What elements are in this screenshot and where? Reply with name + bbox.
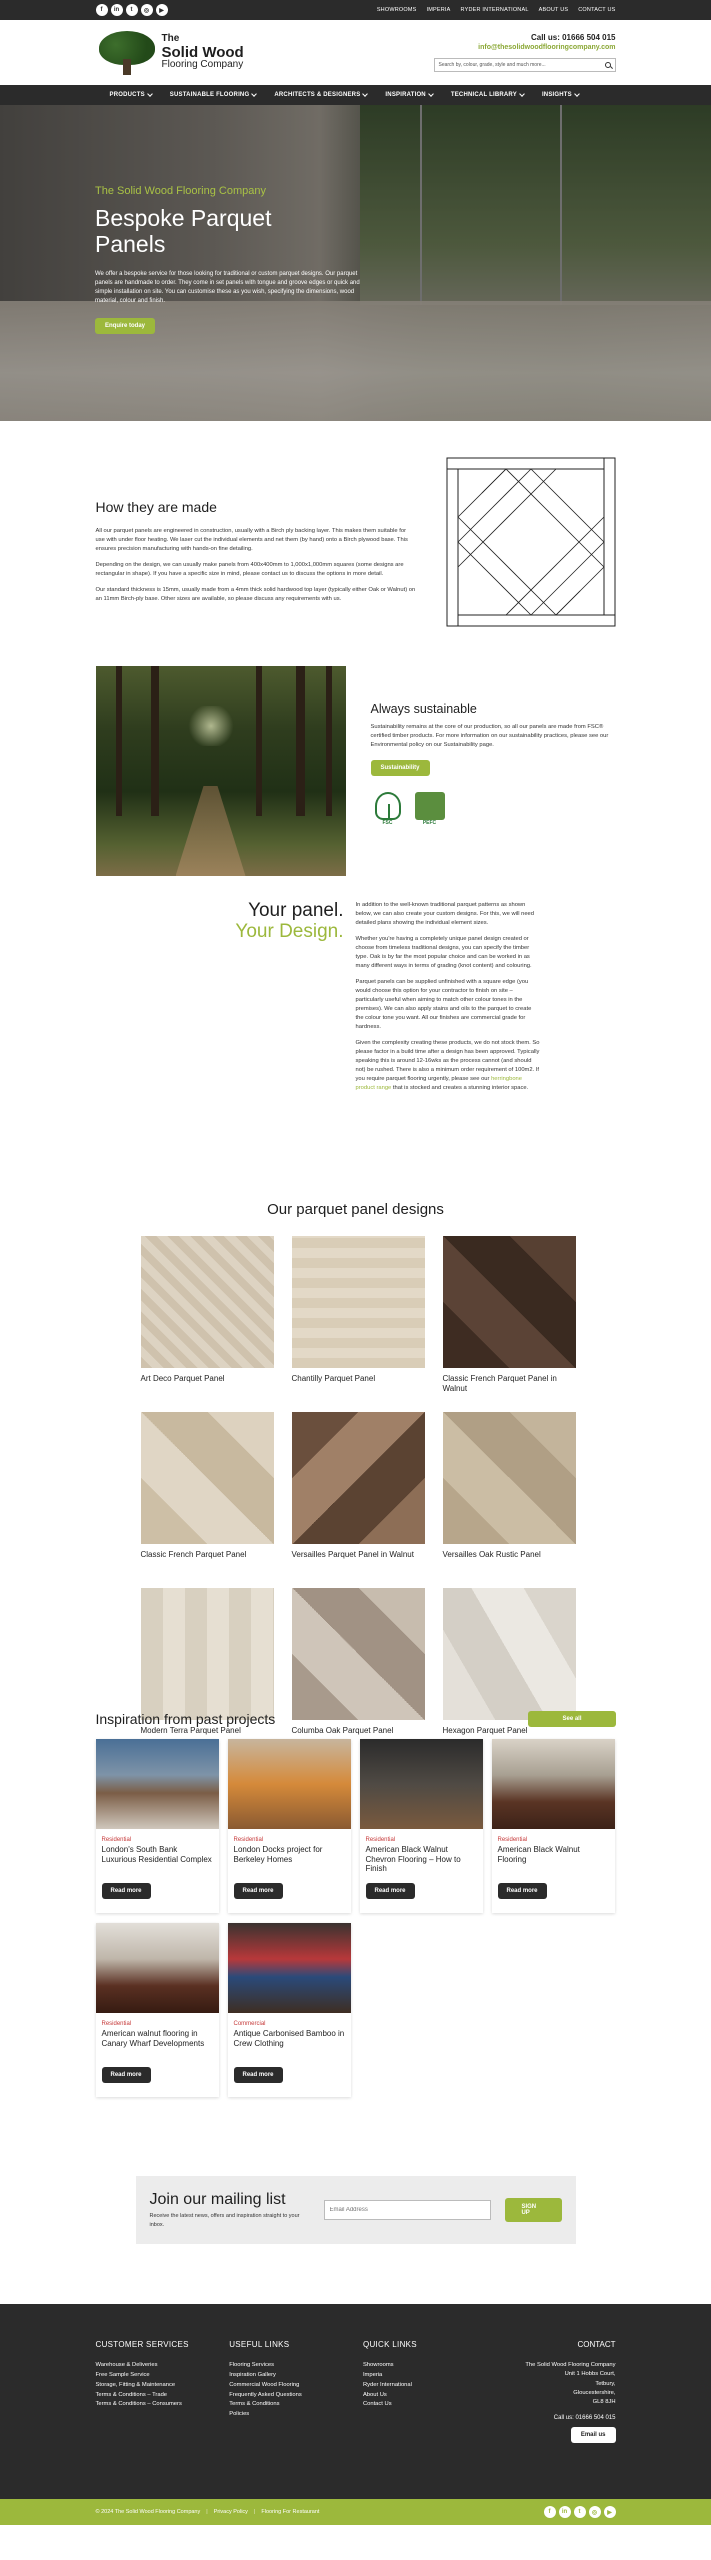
bottom-bar: © 2024 The Solid Wood Flooring Company | Privacy Policy | Flooring For Restaurant f in t ◎ ▶ (0, 2499, 711, 2525)
mailing-section (0, 2176, 711, 2304)
footer-useful-title: USEFUL LINKS (229, 2340, 290, 2349)
nav-item-inspiration[interactable] (385, 92, 432, 98)
footer-quick-title: QUICK LINKS (362, 2340, 417, 2349)
chevron-down-icon (363, 91, 369, 97)
design-image[interactable] (443, 1412, 576, 1544)
project-image[interactable] (360, 1739, 483, 1829)
main-nav (0, 85, 711, 105)
footer-useful-links (229, 2340, 363, 2443)
nav-item-label: INSPIRATION (385, 92, 426, 98)
top-link-showrooms[interactable]: SHOWROOMS (376, 7, 417, 13)
panel-p3: Parquet panels can be supplied unfinished with a square edge (you would choose this option for your contractor to finish on site – particularly useful when aiming to match other colour tones in the premises). We can also apply stains and oils to the parquet to create the colour tone you want. All our finishes are commercial grade for hardness. (355, 978, 532, 1030)
project-card (228, 1739, 351, 1913)
see-all-button[interactable]: See all (528, 1711, 615, 1727)
footer-link[interactable]: Terms & Conditions (229, 2401, 280, 2408)
project-card-body (360, 1829, 483, 1907)
project-category: Commercial (233, 2021, 266, 2027)
design-card[interactable] (292, 1412, 425, 1588)
read-more-button[interactable]: Read more (234, 1883, 283, 1899)
header-phone[interactable]: Call us: 01666 504 015 (530, 33, 616, 42)
design-name[interactable]: Hexagon Parquet Panel (442, 1726, 528, 1735)
your-panel-heading: Your panel. (248, 900, 344, 921)
footer-quick-links (363, 2340, 497, 2443)
footer-link[interactable]: Imperia (362, 2371, 383, 2378)
fsc-tree-icon (375, 792, 401, 820)
panel-p1: In addition to the well-known traditional parquet patterns as shown below, we can also create your custom designs. For this, we will need detailed plans showing the individual element sizes. (355, 902, 535, 926)
youtube-icon[interactable]: ▶ (604, 2506, 616, 2518)
project-card (360, 1739, 483, 1913)
footer-link[interactable]: Contact Us (362, 2401, 392, 2408)
search-input[interactable] (434, 58, 616, 72)
footer-address-line: GL8 8JH (592, 2399, 616, 2406)
inspiration-section (0, 1711, 711, 2176)
nav-item-label: INSIGHTS (541, 92, 572, 98)
mailing-box (136, 2176, 576, 2244)
design-image[interactable] (141, 1412, 274, 1544)
nav-item-label: PRODUCTS (109, 92, 145, 98)
hero-title-line-2: Panels (95, 231, 166, 258)
top-link-imperia[interactable]: IMPERIA (426, 7, 451, 13)
design-image[interactable] (443, 1588, 576, 1720)
design-image[interactable] (292, 1236, 425, 1368)
nav-item-products[interactable] (110, 92, 152, 98)
how-made-title: How they are made (95, 499, 217, 515)
sustainability-button[interactable]: Sustainability (371, 760, 430, 776)
logo-line-2: Solid Wood (161, 43, 244, 61)
design-name[interactable]: Art Deco Parquet Panel (140, 1374, 225, 1383)
how-made-p3: Our standard thickness is 15mm, usually made from a 4mm thick solid hardwood top layer (typically either Oak or Walnut) on an 11mm Birch-ply base. Other sizes are available, so please discuss any requirements with us. (95, 586, 416, 602)
email-field[interactable] (324, 2200, 492, 2220)
instagram-icon[interactable]: ◎ (589, 2506, 601, 2518)
fsc-logo (371, 786, 405, 826)
chevron-down-icon (428, 91, 434, 97)
copyright: © 2024 The Solid Wood Flooring Company (95, 2509, 201, 2515)
your-design-heading: Your Design. (235, 920, 344, 942)
footer-link[interactable]: Commercial Wood Flooring (229, 2381, 300, 2388)
project-image[interactable] (492, 1739, 615, 1829)
sign-up-button[interactable]: SIGN UP (505, 2198, 561, 2222)
footer-customer-title: CUSTOMER SERVICES (95, 2340, 189, 2349)
linkedin-icon[interactable]: in (111, 4, 123, 16)
how-made-p1: All our parquet panels are engineered in construction, usually with a Birch ply backing layer. This makes them suitable for use with under floor heating. We laser cut the individual elements and net them (by hand) onto a Birch plywood base. This ensures precision manufacturing with hands-on fine detailing. (95, 528, 408, 552)
project-category: Residential (365, 1837, 396, 1843)
nav-item-label: SUSTAINABLE FLOORING (169, 92, 250, 98)
project-title[interactable]: American Black Walnut Flooring (497, 1845, 580, 1864)
nav-item-architects-designers[interactable] (274, 92, 367, 98)
footer-link[interactable]: Policies (229, 2411, 250, 2418)
design-card[interactable] (443, 1412, 576, 1588)
footer-link[interactable]: About Us (362, 2391, 387, 2398)
chevron-down-icon (147, 91, 153, 97)
footer-link[interactable]: Ryder International (362, 2381, 412, 2388)
inspiration-grid (96, 1739, 616, 2097)
enquire-button[interactable]: Enquire today (95, 318, 155, 334)
top-bar (0, 0, 711, 20)
project-title[interactable]: London Docks project for Berkeley Homes (233, 1845, 323, 1864)
footer-link[interactable]: Storage, Fitting & Maintenance (95, 2381, 176, 2388)
pefc-icon (415, 792, 445, 820)
nav-item-insights[interactable] (542, 92, 579, 98)
sustainable-section (0, 666, 711, 901)
forest-image (96, 666, 346, 876)
design-image[interactable] (443, 1236, 576, 1368)
footer-customer-services (96, 2340, 230, 2443)
top-link-contact-us[interactable]: CONTACT US (578, 7, 616, 13)
design-image[interactable] (141, 1588, 274, 1720)
twitter-icon[interactable]: t (574, 2506, 586, 2518)
hero-title-line-1: Bespoke Parquet (95, 205, 272, 231)
nav-item-sustainable-flooring[interactable] (170, 92, 257, 98)
design-name[interactable]: Classic French Parquet Panel (140, 1550, 247, 1559)
footer-social-links (544, 2506, 616, 2518)
footer-address-line: Gloucestershire, (573, 2389, 616, 2396)
sustainable-text: Sustainability remains at the core of our production, so all our panels are made from FSC® certified timber products. For more information on our sustainability practices, please see our Environmental policy on our Sustainability page. (370, 724, 609, 748)
design-name[interactable]: Versailles Parquet Panel in Walnut (291, 1550, 414, 1559)
panel-diagram (446, 457, 616, 627)
design-name[interactable]: Modern Terra Parquet Panel (140, 1726, 241, 1735)
chevron-down-icon (574, 91, 580, 97)
project-title[interactable]: American Black Walnut Chevron Flooring – How to Finish (365, 1845, 461, 1874)
herringbone-link[interactable]: herringbone product range (355, 1075, 523, 1091)
logo-line-3: Flooring Company (161, 59, 244, 71)
project-card (228, 1923, 351, 2097)
project-card (96, 1739, 219, 1913)
pefc-logo (413, 786, 447, 826)
nav-item-label: TECHNICAL LIBRARY (450, 92, 517, 98)
site-footer (0, 2304, 711, 2499)
hero-text: We offer a bespoke service for those looking for traditional or custom parquet designs. Our parquet panels are handmade to order. They come in set panels with tongue and groove edges or quick and simple installation on site. You can customise these as you wish, specifying the dimensions, wood material, colour and finish. (95, 270, 360, 304)
chevron-down-icon (252, 91, 258, 97)
top-links (377, 7, 616, 13)
site-header (0, 20, 711, 85)
project-card (96, 1923, 219, 2097)
designs-grid (141, 1236, 616, 1764)
project-card-body (492, 1829, 615, 1907)
search-icon[interactable] (605, 62, 611, 68)
project-card-body (228, 1829, 351, 1907)
design-card[interactable] (292, 1236, 425, 1412)
footer-link[interactable]: Terms & Conditions – Trade (95, 2391, 168, 2398)
read-more-button[interactable]: Read more (102, 2067, 151, 2083)
footer-link[interactable]: Warehouse & Deliveries (95, 2362, 158, 2368)
your-panel-section (0, 901, 711, 1201)
project-category: Residential (101, 1837, 132, 1843)
design-name[interactable]: Chantilly Parquet Panel (291, 1374, 376, 1383)
facebook-icon[interactable]: f (96, 4, 108, 16)
header-email[interactable]: info@thesolidwoodflooringcompany.com (478, 44, 616, 51)
project-card-body (96, 1829, 219, 1907)
mailing-subtitle: Receive the latest news, offers and inspiration straight to your inbox. (149, 2213, 300, 2228)
panel-p4-text-b: that is stocked and creates a stunning interior space. (391, 1084, 529, 1091)
pefc-label: PEFC (422, 819, 437, 826)
project-image[interactable] (96, 1739, 219, 1829)
nav-item-technical-library[interactable] (451, 92, 524, 98)
footer-link[interactable]: Terms & Conditions – Consumers (95, 2401, 182, 2408)
mailing-title: Join our mailing list (149, 2191, 286, 2209)
design-image[interactable] (292, 1412, 425, 1544)
panel-p4-text-a: Given the complexity creating these products, we do not stock them. So please factor in a build time after a design has been approved. Typically speaking this is around 12-16wks as the process cannot (and should not) be rushed. There is also a minimum order requirement of 100m2. If you require parquet flooring urgently, please see our (355, 1039, 540, 1082)
read-more-button[interactable]: Read more (102, 1883, 151, 1899)
footer-address-line: The Solid Wood Flooring Company (525, 2362, 616, 2368)
design-card[interactable] (443, 1236, 576, 1412)
chevron-down-icon (519, 91, 525, 97)
panel-p2: Whether you're having a completely unique panel design created or choose from timeless traditional designs, you can specify the timber type. Oak is by far the most popular choice and can be worked in as many different ways in terms of grading (knot content) and colouring. (355, 935, 532, 969)
project-category: Residential (101, 2021, 132, 2027)
footer-link[interactable]: Showrooms (362, 2362, 394, 2368)
restaurant-flooring-link[interactable]: Flooring For Restaurant (261, 2509, 320, 2515)
email-us-button[interactable]: Email us (571, 2427, 616, 2443)
project-title[interactable]: Antique Carbonised Bamboo in Crew Clothing (233, 2029, 345, 2048)
social-links (96, 4, 168, 16)
footer-address-line: Unit 1 Hobbs Court, (564, 2371, 616, 2378)
project-card-body (96, 2013, 219, 2091)
design-card[interactable] (141, 1412, 274, 1588)
read-more-button[interactable]: Read more (366, 1883, 415, 1899)
project-image[interactable] (228, 1739, 351, 1829)
project-title[interactable]: American walnut flooring in Canary Wharf Developments (101, 2029, 205, 2048)
privacy-policy-link[interactable]: Privacy Policy (213, 2509, 248, 2515)
twitter-icon[interactable]: t (126, 4, 138, 16)
footer-contact (497, 2340, 616, 2443)
site-logo[interactable] (96, 31, 244, 75)
footer-link[interactable]: Flooring Services (229, 2362, 275, 2368)
footer-link[interactable]: Frequently Asked Questions (229, 2391, 302, 2398)
design-name[interactable]: Classic French Parquet Panel in Walnut (442, 1374, 557, 1393)
project-title[interactable]: London's South Bank Luxurious Residential Complex (101, 1845, 212, 1864)
hero-title (95, 205, 365, 258)
logo-line-1: The (161, 33, 180, 45)
how-made-p2: Depending on the design, we can usually make panels from 400x400mm to 1,000x1,000mm squares (some designs are rectangular in shape). If you have a specific size in mind, please contact us to discuss the options in more detail. (95, 561, 404, 577)
footer-link[interactable]: Free Sample Service (95, 2371, 150, 2378)
hero-kicker: The Solid Wood Flooring Company (95, 185, 266, 197)
project-image[interactable] (228, 1923, 351, 2013)
design-name[interactable]: Columba Oak Parquet Panel (291, 1726, 394, 1735)
read-more-button[interactable]: Read more (498, 1883, 547, 1899)
search-placeholder: Search by, colour, grade, style and much more... (438, 62, 546, 68)
footer-contact-title: CONTACT (577, 2340, 616, 2349)
project-category: Residential (497, 1837, 528, 1843)
tree-logo-icon (96, 31, 158, 75)
design-image[interactable] (141, 1236, 274, 1368)
project-card (492, 1739, 615, 1913)
project-category: Residential (233, 1837, 264, 1843)
linkedin-icon[interactable]: in (559, 2506, 571, 2518)
sustainable-title: Always sustainable (370, 702, 477, 716)
project-card-body (228, 2013, 351, 2091)
footer-address-line: Tetbury, (595, 2380, 616, 2387)
top-link-ryder-international[interactable]: RYDER INTERNATIONAL (460, 7, 529, 13)
design-name[interactable]: Versailles Oak Rustic Panel (442, 1550, 541, 1559)
design-card[interactable] (141, 1236, 274, 1412)
youtube-icon[interactable]: ▶ (156, 4, 168, 16)
footer-link[interactable]: Inspiration Gallery (229, 2371, 276, 2378)
read-more-button[interactable]: Read more (234, 2067, 283, 2083)
top-link-about-us[interactable]: ABOUT US (538, 7, 569, 13)
instagram-icon[interactable]: ◎ (141, 4, 153, 16)
hero-banner (0, 105, 711, 421)
how-made-section (0, 421, 711, 666)
header-contact (434, 33, 616, 72)
footer-phone[interactable]: Call us: 01666 504 015 (553, 2415, 616, 2422)
facebook-icon[interactable]: f (544, 2506, 556, 2518)
inspiration-title: Inspiration from past projects (95, 1711, 276, 1727)
nav-item-label: ARCHITECTS & DESIGNERS (274, 92, 361, 98)
design-image[interactable] (292, 1588, 425, 1720)
designs-title: Our parquet panel designs (267, 1201, 444, 1218)
project-image[interactable] (96, 1923, 219, 2013)
fsc-label: FSC (382, 819, 393, 826)
panel-p4 (356, 1039, 541, 1093)
